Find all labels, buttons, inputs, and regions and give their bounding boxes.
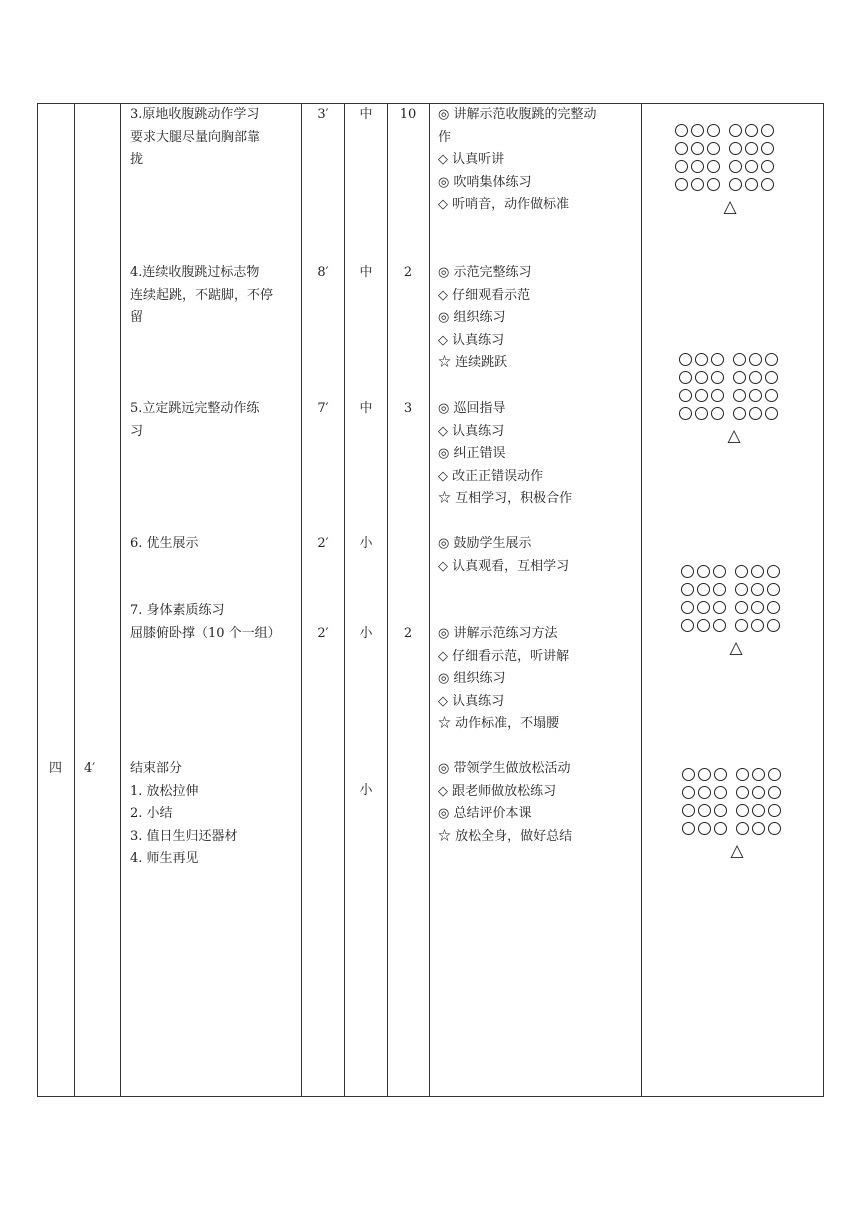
- row-count: 2: [403, 265, 413, 280]
- student-circle-icon: [729, 142, 742, 155]
- student-circle-icon: [713, 583, 726, 596]
- student-circle-icon: [749, 353, 762, 366]
- formation-row: [681, 616, 791, 634]
- formation-row: [682, 801, 792, 819]
- student-circle-icon: [697, 619, 710, 632]
- student-circle-icon: [749, 389, 762, 402]
- student-circle-icon: [752, 768, 765, 781]
- student-circle-icon: [767, 583, 780, 596]
- row-intensity: 中: [359, 265, 373, 280]
- student-circle-icon: [761, 124, 774, 137]
- student-circle-icon: [697, 565, 710, 578]
- col-border: [429, 103, 430, 1097]
- student-circle-icon: [682, 768, 695, 781]
- formation-row: [682, 765, 792, 783]
- row-method: ◎ 讲解示范练习方法 ◇ 仔细看示范，听讲解 ◎ 组织练习 ◇ 认真练习 ☆ 动作标准，不塌腰: [438, 626, 570, 731]
- student-circle-icon: [768, 768, 781, 781]
- row-time: 7′: [317, 401, 329, 416]
- student-circle-icon: [681, 583, 694, 596]
- student-circle-icon: [675, 124, 688, 137]
- student-circle-icon: [698, 822, 711, 835]
- section-time: 4′: [84, 761, 96, 776]
- student-circle-icon: [752, 786, 765, 799]
- student-circle-icon: [733, 389, 746, 402]
- student-circle-icon: [735, 565, 748, 578]
- student-circle-icon: [768, 804, 781, 817]
- student-circle-icon: [733, 371, 746, 384]
- student-circle-icon: [679, 407, 692, 420]
- student-circle-icon: [707, 142, 720, 155]
- student-circle-icon: [767, 619, 780, 632]
- student-circle-icon: [745, 124, 758, 137]
- teacher-triangle-icon: △: [727, 426, 741, 446]
- student-circle-icon: [761, 160, 774, 173]
- formation-diagram: [681, 562, 791, 660]
- student-circle-icon: [729, 124, 742, 137]
- student-circle-icon: [768, 786, 781, 799]
- student-circle-icon: [714, 786, 727, 799]
- formation-row: [681, 580, 791, 598]
- student-circle-icon: [735, 583, 748, 596]
- row-content: 6. 优生展示: [130, 536, 199, 551]
- student-circle-icon: [711, 407, 724, 420]
- row-intensity: 中: [359, 401, 373, 416]
- formation-diagram: [682, 765, 792, 863]
- student-circle-icon: [697, 583, 710, 596]
- formation-row: [675, 139, 785, 157]
- formation-row: [679, 368, 789, 386]
- row-count: 3: [403, 401, 413, 416]
- formation-row: [679, 404, 789, 422]
- row-time: 2′: [317, 536, 329, 551]
- student-circle-icon: [711, 353, 724, 366]
- student-circle-icon: [751, 601, 764, 614]
- formation-row: [675, 121, 785, 139]
- row-count: 10: [399, 107, 417, 122]
- student-circle-icon: [749, 407, 762, 420]
- student-circle-icon: [752, 822, 765, 835]
- row-time: 2′: [317, 626, 329, 641]
- student-circle-icon: [707, 160, 720, 173]
- student-circle-icon: [751, 619, 764, 632]
- student-circle-icon: [691, 142, 704, 155]
- student-circle-icon: [707, 178, 720, 191]
- student-circle-icon: [682, 804, 695, 817]
- row-time: 8′: [317, 265, 329, 280]
- student-circle-icon: [682, 786, 695, 799]
- student-circle-icon: [698, 804, 711, 817]
- formation-row: [675, 175, 785, 193]
- student-circle-icon: [695, 389, 708, 402]
- row-method: ◎ 巡回指导 ◇ 认真练习 ◎ 纠正错误 ◇ 改正正错误动作 ☆ 互相学习，积极合作: [438, 401, 573, 506]
- row-count: 2: [403, 626, 413, 641]
- student-circle-icon: [711, 371, 724, 384]
- student-circle-icon: [736, 822, 749, 835]
- student-circle-icon: [675, 160, 688, 173]
- row-intensity: 中: [359, 107, 373, 122]
- student-circle-icon: [735, 601, 748, 614]
- student-circle-icon: [695, 407, 708, 420]
- student-circle-icon: [733, 407, 746, 420]
- student-circle-icon: [714, 804, 727, 817]
- student-circle-icon: [767, 601, 780, 614]
- row-method: ◎ 鼓励学生展示 ◇ 认真观看，互相学习: [438, 536, 570, 574]
- student-circle-icon: [691, 178, 704, 191]
- student-circle-icon: [679, 389, 692, 402]
- row-time: 3′: [317, 107, 329, 122]
- row-content: 结束部分 1. 放松拉伸 2. 小结 3. 值日生归还器材 4. 师生再见: [130, 761, 238, 866]
- col-border: [344, 103, 345, 1097]
- student-circle-icon: [736, 786, 749, 799]
- student-circle-icon: [713, 619, 726, 632]
- student-circle-icon: [682, 822, 695, 835]
- col-border: [120, 103, 121, 1097]
- student-circle-icon: [751, 565, 764, 578]
- student-circle-icon: [733, 353, 746, 366]
- col-border: [37, 103, 38, 1097]
- student-circle-icon: [765, 371, 778, 384]
- student-circle-icon: [713, 565, 726, 578]
- student-circle-icon: [761, 178, 774, 191]
- row-content: 3.原地收腹跳动作学习 要求大腿尽量向胸部靠 拢: [130, 107, 261, 167]
- student-circle-icon: [698, 786, 711, 799]
- row-intensity: 小: [359, 783, 373, 798]
- student-circle-icon: [713, 601, 726, 614]
- student-circle-icon: [681, 619, 694, 632]
- formation-row: [679, 386, 789, 404]
- student-circle-icon: [714, 822, 727, 835]
- col-border: [74, 103, 75, 1097]
- row-method: ◎ 示范完整练习 ◇ 仔细观看示范 ◎ 组织练习 ◇ 认真练习 ☆ 连续跳跃: [438, 265, 532, 370]
- col-border: [387, 103, 388, 1097]
- student-circle-icon: [745, 160, 758, 173]
- col-border: [301, 103, 302, 1097]
- student-circle-icon: [681, 565, 694, 578]
- section-number: 四: [48, 761, 62, 776]
- student-circle-icon: [691, 160, 704, 173]
- col-border: [641, 103, 642, 1097]
- row-intensity: 小: [359, 536, 373, 551]
- student-circle-icon: [679, 371, 692, 384]
- student-circle-icon: [745, 178, 758, 191]
- student-circle-icon: [761, 142, 774, 155]
- student-circle-icon: [736, 768, 749, 781]
- student-circle-icon: [736, 804, 749, 817]
- formation-diagram: [679, 350, 789, 448]
- formation-diagram: [675, 121, 785, 219]
- student-circle-icon: [707, 124, 720, 137]
- formation-row: [681, 598, 791, 616]
- student-circle-icon: [714, 768, 727, 781]
- teacher-triangle-icon: △: [723, 197, 737, 217]
- col-border: [823, 103, 824, 1097]
- student-circle-icon: [695, 353, 708, 366]
- student-circle-icon: [681, 601, 694, 614]
- formation-row: [682, 783, 792, 801]
- student-circle-icon: [768, 822, 781, 835]
- student-circle-icon: [675, 142, 688, 155]
- formation-row: [675, 157, 785, 175]
- student-circle-icon: [711, 389, 724, 402]
- teacher-triangle-icon: △: [730, 841, 744, 861]
- row-intensity: 小: [359, 626, 373, 641]
- student-circle-icon: [698, 768, 711, 781]
- student-circle-icon: [752, 804, 765, 817]
- student-circle-icon: [679, 353, 692, 366]
- row-content: 7. 身体素质练习 屈膝俯卧撑（10 个一组）: [130, 603, 281, 641]
- student-circle-icon: [751, 583, 764, 596]
- student-circle-icon: [745, 142, 758, 155]
- student-circle-icon: [729, 178, 742, 191]
- row-method: ◎ 带领学生做放松活动 ◇ 跟老师做放松练习 ◎ 总结评价本课 ☆ 放松全身，做好总结: [438, 761, 573, 844]
- student-circle-icon: [765, 407, 778, 420]
- formation-row: [681, 562, 791, 580]
- student-circle-icon: [697, 601, 710, 614]
- row-content: 5.立定跳远完整动作练 习: [130, 401, 260, 439]
- table-bottom-border: [37, 1096, 824, 1097]
- student-circle-icon: [767, 565, 780, 578]
- student-circle-icon: [735, 619, 748, 632]
- student-circle-icon: [765, 389, 778, 402]
- row-method: ◎ 讲解示范收腹跳的完整动 作 ◇ 认真听讲 ◎ 吹哨集体练习 ◇ 听哨音，动作做标准: [438, 107, 597, 212]
- row-content: 4.连续收腹跳过标志物 连续起跳，不踮脚，不停 留: [130, 265, 274, 325]
- student-circle-icon: [691, 124, 704, 137]
- student-circle-icon: [765, 353, 778, 366]
- student-circle-icon: [695, 371, 708, 384]
- student-circle-icon: [675, 178, 688, 191]
- teacher-triangle-icon: △: [729, 638, 743, 658]
- formation-row: [679, 350, 789, 368]
- formation-row: [682, 819, 792, 837]
- student-circle-icon: [729, 160, 742, 173]
- student-circle-icon: [749, 371, 762, 384]
